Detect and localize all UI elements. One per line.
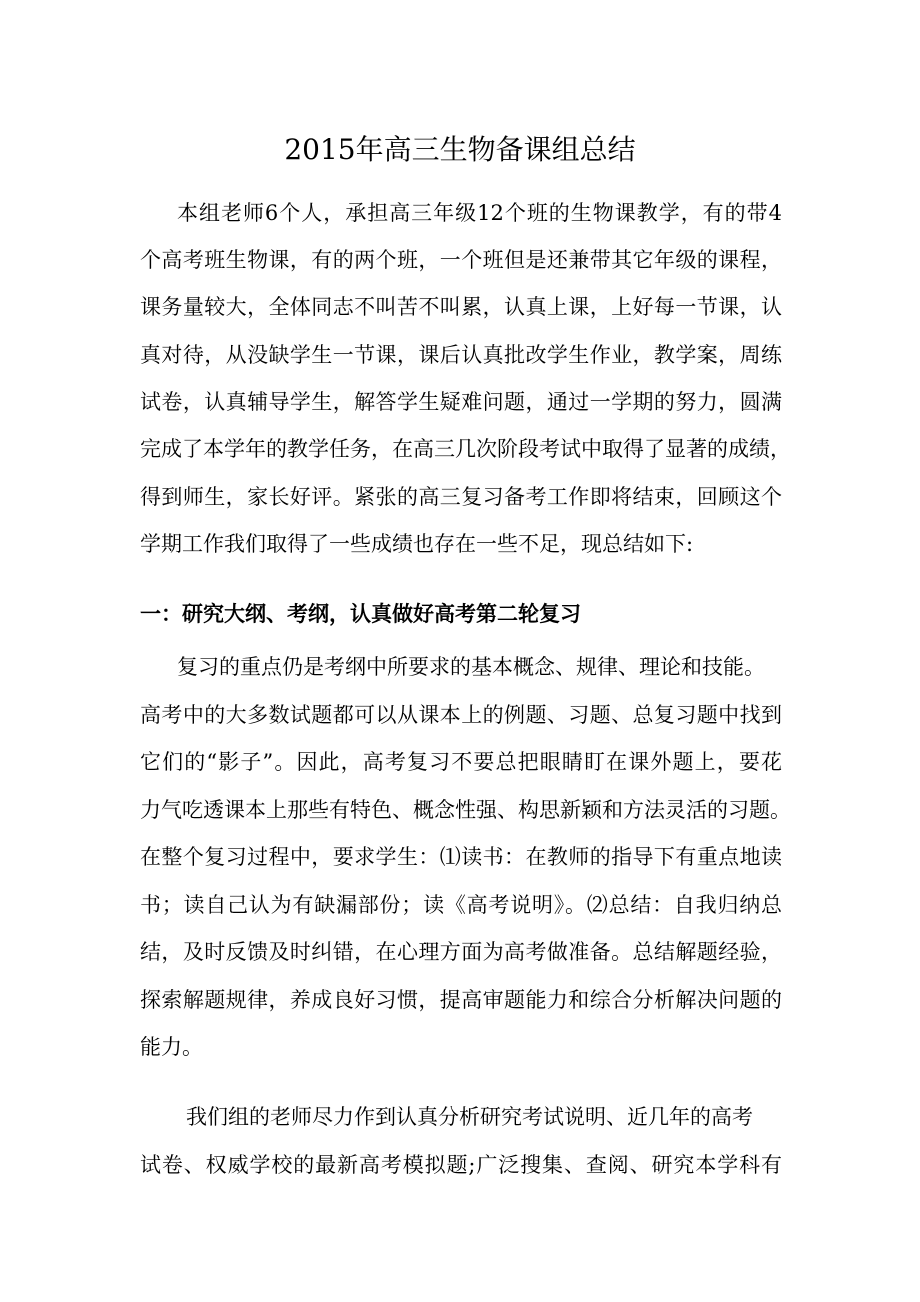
text-line: 学期工作我们取得了一些成绩也存在一些不足，现总结如下: <box>140 532 694 556</box>
text-line: 真对待，从没缺学生一节课，课后认真批改学生作业，教学案，周练 <box>140 343 782 367</box>
text-line: 力气吃透课本上那些有特色、概念性强、构思新颖和方法灵活的习题。 <box>140 798 791 822</box>
document-title: 2015年高三生物备课组总结 <box>284 133 636 166</box>
text-line: 结，及时反馈及时纠错，在心理方面为高考做准备。总结解题经验， <box>140 940 782 964</box>
text-line: 我们组的老师尽力作到认真分析研究考试说明、近几年的高考 <box>186 1105 753 1129</box>
text-line: 在整个复习过程中，要求学生：⑴读书：在教师的指导下有重点地读 <box>140 845 782 869</box>
text-line: 课务量较大，全体同志不叫苦不叫累，认真上课，上好每一节课，认 <box>140 295 782 319</box>
text-line: 高考中的大多数试题都可以从课本上的例题、习题、总复习题中找到 <box>140 703 782 727</box>
text-line: 试卷、权威学校的最新高考模拟题;广泛搜集、查阅、研究本学科有 <box>140 1153 782 1177</box>
text-line: 试卷，认真辅导学生，解答学生疑难问题，通过一学期的努力，圆满 <box>140 390 782 414</box>
section-heading: 一：研究大纲、考纲，认真做好高考第二轮复习 <box>140 602 581 626</box>
text-line: 完成了本学年的教学任务，在高三几次阶段考试中取得了显著的成绩， <box>140 437 791 461</box>
text-line: 它们的“影子”。因此，高考复习不要总把眼睛盯在课外题上，要花 <box>140 750 782 774</box>
text-line: 得到师生，家长好评。紧张的高三复习备考工作即将结束，回顾这个 <box>140 485 782 509</box>
text-line: 能力。 <box>140 1035 203 1059</box>
text-line: 本组老师6个人，承担高三年级12个班的生物课教学，有的带4 <box>177 201 782 225</box>
text-line: 探索解题规律，养成良好习惯，提高审题能力和综合分析解决问题的 <box>140 988 782 1012</box>
text-line: 复习的重点仍是考纲中所要求的基本概念、规律、理论和技能。 <box>177 655 765 679</box>
text-line: 个高考班生物课，有的两个班，一个班但是还兼带其它年级的课程， <box>140 248 782 272</box>
text-line: 书；读自己认为有缺漏部份；读《高考说明》。⑵总结：自我归纳总 <box>140 893 782 917</box>
